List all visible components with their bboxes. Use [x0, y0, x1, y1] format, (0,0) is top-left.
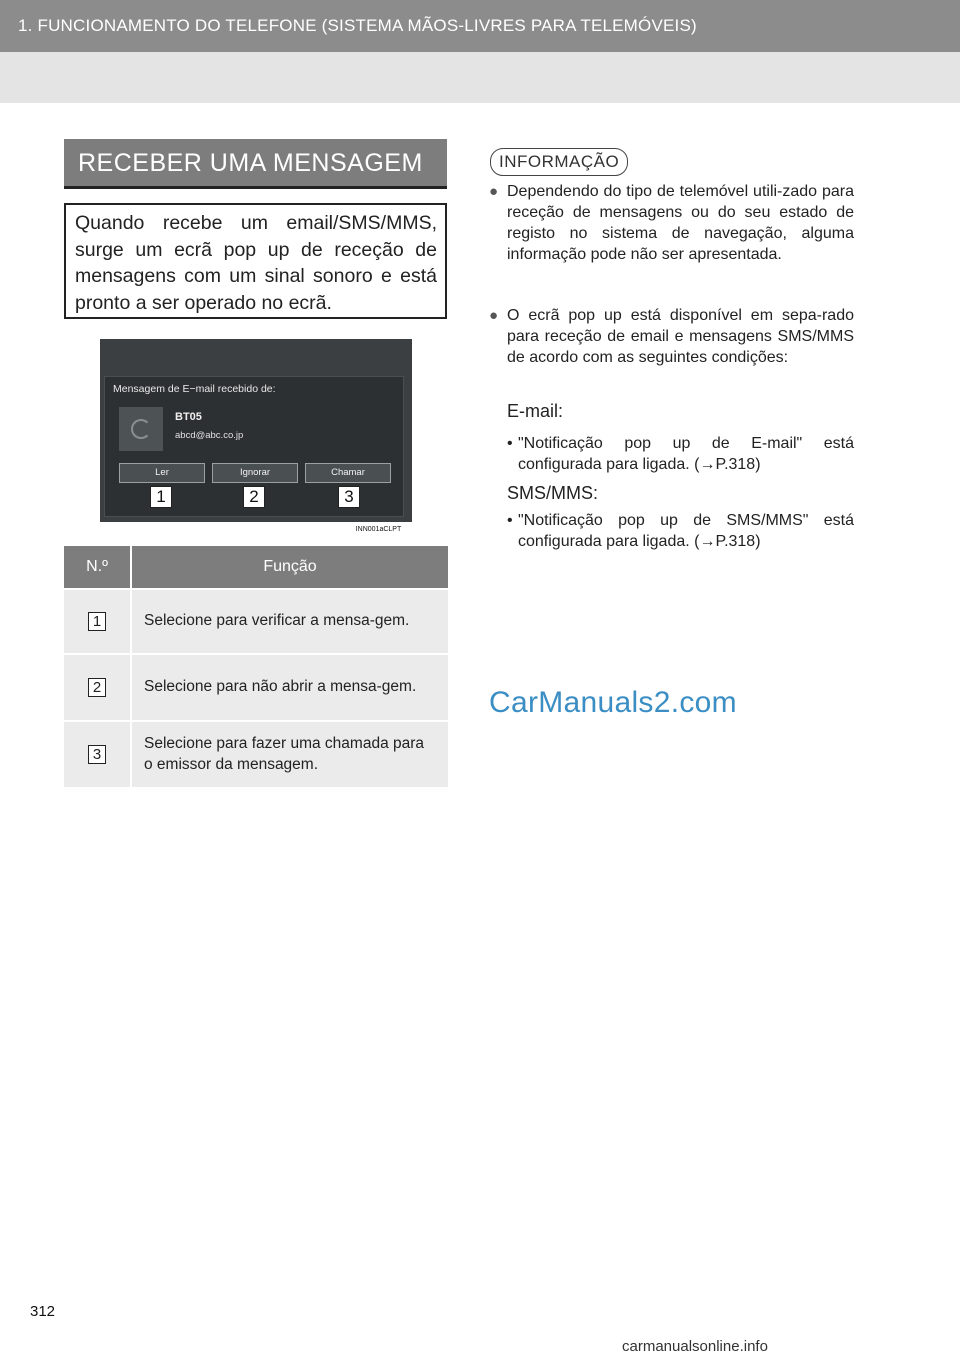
- section-title: RECEBER UMA MENSAGEM: [64, 139, 447, 188]
- info-paragraph-1: Dependendo do tipo de telemóvel utili-zado para receção de mensagens ou do seu estado de registo no sistema de navegação, alguma informação pode não ser apresentada.: [507, 183, 854, 263]
- read-button[interactable]: Ler: [119, 463, 205, 483]
- contact-avatar-icon: [119, 407, 163, 451]
- table-row: [64, 654, 448, 721]
- ignore-button[interactable]: Ignorar: [212, 463, 298, 483]
- intro-box: Quando recebe um email/SMS/MMS, surge um ecrã pop up de receção de mensagens com um sinal sonoro e está pronto a ser operado no ecrã.: [64, 203, 447, 319]
- callout-2: 2: [243, 486, 265, 508]
- popup-title: Mensagem de E−mail recebido de:: [113, 383, 276, 395]
- list-dot: •: [507, 435, 513, 452]
- column-header-function: Função: [131, 546, 448, 589]
- info-paragraph-2: O ecrã pop up está disponível em sepa-rado para receção de email e mensagens SMS/MMS de acordo com as seguintes condições:: [507, 307, 854, 366]
- list-dot: •: [507, 512, 513, 529]
- row-number: 1: [88, 612, 106, 631]
- page-number: 312: [30, 1303, 56, 1320]
- email-condition: [507, 433, 854, 475]
- footer-site: carmanualsonline.info: [622, 1338, 768, 1355]
- bullet-icon: ●: [489, 183, 499, 200]
- section-divider: [64, 186, 447, 189]
- row-number: 2: [88, 678, 106, 697]
- sender-email: abcd@abc.co.jp: [175, 430, 244, 441]
- row-description: Selecione para verificar a mensa-gem.: [131, 589, 448, 654]
- row-description: Selecione para fazer uma chamada para o emissor da mensagem.: [131, 721, 448, 787]
- email-condition-text: "Notificação pop up de E-mail" está configurada para ligada. (→P.318): [518, 435, 854, 473]
- info-label: INFORMAÇÃO: [490, 148, 628, 176]
- chapter-header: 1. FUNCIONAMENTO DO TELEFONE (SISTEMA MÃOS-LIVRES PARA TELEMÓVEIS): [0, 0, 960, 52]
- sms-heading: SMS/MMS:: [507, 483, 599, 503]
- sender-name: BT05: [175, 411, 202, 423]
- image-code: INN001aCLPT: [345, 525, 412, 535]
- callout-1: 1: [150, 486, 172, 508]
- row-description: Selecione para não abrir a mensa-gem.: [131, 654, 448, 721]
- sms-condition-text: "Notificação pop up de SMS/MMS" está configurada para ligada. (→P.318): [518, 512, 854, 550]
- row-number: 3: [88, 745, 106, 764]
- table-row: [64, 589, 448, 654]
- email-heading: E-mail:: [507, 401, 564, 421]
- sms-condition: [507, 510, 854, 552]
- callout-3: 3: [338, 486, 360, 508]
- column-header-number: N.º: [64, 546, 131, 589]
- table-row: [64, 721, 448, 787]
- function-table: [64, 546, 448, 787]
- watermark: CarManuals2.com: [489, 686, 737, 719]
- call-button[interactable]: Chamar: [305, 463, 391, 483]
- bullet-icon: ●: [489, 307, 499, 324]
